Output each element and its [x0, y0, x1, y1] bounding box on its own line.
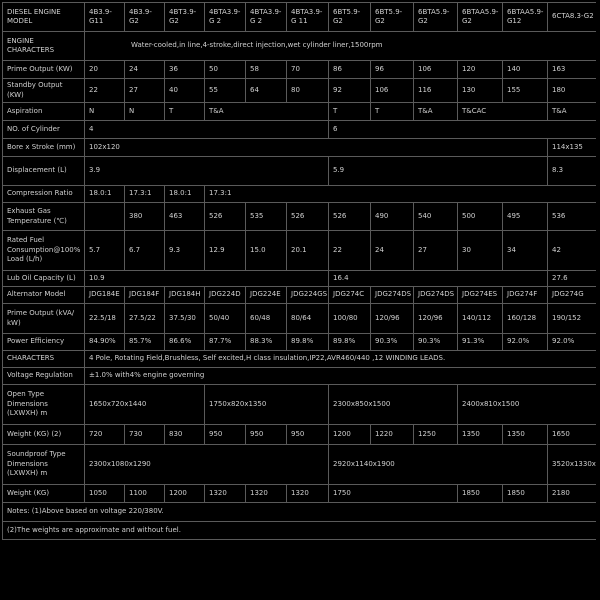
row-label: NO. of Cylinder: [3, 121, 85, 139]
engine-model-cell: 6CTA8.3-G2: [548, 3, 597, 32]
fuel-cell: 5.7: [85, 231, 125, 271]
engine-model-cell: 4B3.9-G2: [125, 3, 165, 32]
compression-cell: 18.0:1: [165, 186, 205, 203]
prime-output-cell: 96: [371, 61, 414, 79]
aspiration-cell: T&A: [548, 103, 597, 121]
alternator-cell: JDG224GS: [287, 287, 329, 304]
fuel-cell: 30: [458, 231, 503, 271]
weight-cell: 1320: [287, 485, 329, 503]
weight-cell: 1200: [165, 485, 205, 503]
weight-cell: 1320: [205, 485, 246, 503]
alternator-cell: JDG274C: [329, 287, 371, 304]
kva-cell: 37.5/30: [165, 304, 205, 334]
weight-cell: 1350: [458, 425, 503, 445]
row-exhaust-temperature: [3, 203, 597, 231]
weight-cell: 950: [205, 425, 246, 445]
kva-cell: 80/64: [287, 304, 329, 334]
exhaust-cell: 490: [371, 203, 414, 231]
compression-cell: 17.3:1: [125, 186, 165, 203]
row-label: Power Efficiency: [3, 334, 85, 351]
row-label: Exhaust Gas Temperature (℃): [3, 203, 85, 231]
prime-output-cell: 120: [458, 61, 503, 79]
exhaust-cell: 500: [458, 203, 503, 231]
engine-model-cell: 6BTA5.9-G2: [414, 3, 458, 32]
row-label: Prime Output (KW): [3, 61, 85, 79]
prime-output-cell: 58: [246, 61, 287, 79]
engine-model-cell: 6BT5.9-G2: [371, 3, 414, 32]
fuel-cell: 9.3: [165, 231, 205, 271]
aspiration-cell: T&A: [205, 103, 329, 121]
cylinders-cell: 4: [85, 121, 329, 139]
kva-cell: 140/112: [458, 304, 503, 334]
row-label: Displacement (L): [3, 157, 85, 186]
standby-output-cell: 64: [246, 79, 287, 103]
weight-cell: 950: [287, 425, 329, 445]
standby-output-cell: 180: [548, 79, 597, 103]
exhaust-cell: 535: [246, 203, 287, 231]
row-label: Rated Fuel Consumption@100% Load (L/h): [3, 231, 85, 271]
open-dimensions-cell: 2300x850x1500: [329, 385, 458, 425]
engine-model-cell: 4BT3.9-G2: [165, 3, 205, 32]
weight-cell: 1100: [125, 485, 165, 503]
weight-cell: 1200: [329, 425, 371, 445]
alternator-cell: JDG274F: [503, 287, 548, 304]
standby-output-cell: 92: [329, 79, 371, 103]
fuel-cell: 15.0: [246, 231, 287, 271]
lube-oil-cell: 27.6: [548, 271, 597, 287]
fuel-cell: 24: [371, 231, 414, 271]
row-lube-oil: [3, 271, 597, 287]
weight-cell: 1220: [371, 425, 414, 445]
efficiency-cell: 85.7%: [125, 334, 165, 351]
fuel-cell: 12.9: [205, 231, 246, 271]
exhaust-cell: 540: [414, 203, 458, 231]
prime-output-cell: 70: [287, 61, 329, 79]
row-open-dimensions: [3, 385, 597, 425]
aspiration-cell: T: [329, 103, 371, 121]
row-voltage-regulation: [3, 368, 597, 385]
alternator-cell: JDG184F: [125, 287, 165, 304]
exhaust-cell: 380: [125, 203, 165, 231]
engine-model-cell: 6BT5.9-G2: [329, 3, 371, 32]
soundproof-dimensions-cell: 2300x1080x1290: [85, 445, 329, 485]
fuel-cell: 6.7: [125, 231, 165, 271]
alternator-cell: JDG274G: [548, 287, 597, 304]
bore-stroke-cell: 114x135: [548, 139, 597, 157]
weight-cell: 730: [125, 425, 165, 445]
weight-cell: 1350: [503, 425, 548, 445]
kva-cell: 50/40: [205, 304, 246, 334]
row-label: DIESEL ENGINE MODEL: [3, 3, 85, 32]
row-soundproof-dimensions: [3, 445, 597, 485]
note-1: Notes: (1)Above based on voltage 220/380V.: [3, 503, 597, 522]
row-label: ENGINE CHARACTERS: [3, 32, 85, 61]
displacement-cell: 8.3: [548, 157, 597, 186]
aspiration-cell: N: [85, 103, 125, 121]
row-label: Voltage Regulation: [3, 368, 85, 385]
weight-cell: 1320: [246, 485, 287, 503]
weight-cell: 1050: [85, 485, 125, 503]
row-engine-characters: [3, 32, 597, 61]
efficiency-cell: 89.8%: [287, 334, 329, 351]
alternator-cell: JDG224D: [205, 287, 246, 304]
exhaust-cell: 463: [165, 203, 205, 231]
note-2: (2)The weights are approximate and without fuel.: [3, 522, 597, 540]
row-power-efficiency: [3, 334, 597, 351]
efficiency-cell: 84.90%: [85, 334, 125, 351]
prime-output-cell: 86: [329, 61, 371, 79]
soundproof-dimensions-cell: 3520x1330x: [548, 445, 597, 485]
aspiration-cell: T: [165, 103, 205, 121]
standby-output-cell: 40: [165, 79, 205, 103]
open-dimensions-cell: 1650x720x1440: [85, 385, 205, 425]
soundproof-dimensions-cell: 2920x1140x1900: [329, 445, 548, 485]
efficiency-cell: 92.0%: [548, 334, 597, 351]
alternator-cell: JDG184H: [165, 287, 205, 304]
exhaust-cell: 526: [205, 203, 246, 231]
alternator-cell: JDG184E: [85, 287, 125, 304]
exhaust-cell: 526: [329, 203, 371, 231]
efficiency-cell: 92.0%: [503, 334, 548, 351]
row-displacement: [3, 157, 597, 186]
weight-cell: 720: [85, 425, 125, 445]
kva-cell: 190/152: [548, 304, 597, 334]
prime-output-cell: 36: [165, 61, 205, 79]
engine-model-cell: 4BTA3.9-G 2: [246, 3, 287, 32]
row-weight-open: [3, 425, 597, 445]
standby-output-cell: 55: [205, 79, 246, 103]
row-label: Open Type Dimensions (LXWXH) m: [3, 385, 85, 425]
standby-output-cell: 106: [371, 79, 414, 103]
weight-cell: 1750: [329, 485, 458, 503]
weight-cell: 1850: [458, 485, 503, 503]
aspiration-cell: T&CAC: [458, 103, 548, 121]
displacement-cell: 5.9: [329, 157, 548, 186]
engine-characters-cell: Water-cooled,in line,4-stroke,direct injection,wet cylinder liner,1500rpm: [85, 32, 597, 61]
cylinders-cell: 6: [329, 121, 597, 139]
standby-output-cell: 27: [125, 79, 165, 103]
weight-cell: 950: [246, 425, 287, 445]
open-dimensions-cell: 1750x820x1350: [205, 385, 329, 425]
standby-output-cell: 116: [414, 79, 458, 103]
row-bore-stroke: [3, 139, 597, 157]
row-compression: [3, 186, 597, 203]
efficiency-cell: 91.3%: [458, 334, 503, 351]
row-label: Weight (KG) (2): [3, 425, 85, 445]
engine-model-cell: 4BTA3.9-G 2: [205, 3, 246, 32]
efficiency-cell: 90.3%: [371, 334, 414, 351]
row-fuel-consumption: [3, 231, 597, 271]
row-note-1: [3, 503, 597, 522]
weight-cell: 1850: [503, 485, 548, 503]
row-prime-kva: [3, 304, 597, 334]
alternator-characters-cell: 4 Pole, Rotating Field,Brushless, Self excited,H class insulation,IP22,AVR460/440 ,12 WINDING LEADS.: [85, 351, 597, 368]
exhaust-cell: 526: [287, 203, 329, 231]
kva-cell: 60/48: [246, 304, 287, 334]
exhaust-cell: [85, 203, 125, 231]
aspiration-cell: T: [371, 103, 414, 121]
fuel-cell: 20.1: [287, 231, 329, 271]
row-label: CHARACTERS: [3, 351, 85, 368]
row-alternator-model: [3, 287, 597, 304]
fuel-cell: 27: [414, 231, 458, 271]
voltage-regulation-cell: ±1.0% with4% engine governing: [85, 368, 597, 385]
prime-output-cell: 50: [205, 61, 246, 79]
engine-model-cell: 4BTA3.9-G 11: [287, 3, 329, 32]
efficiency-cell: 89.8%: [329, 334, 371, 351]
row-label: Weight (KG): [3, 485, 85, 503]
standby-output-cell: 130: [458, 79, 503, 103]
row-label: Prime Output (kVA/ kW): [3, 304, 85, 334]
row-label: Lub Oil Capacity (L): [3, 271, 85, 287]
row-note-2: [3, 522, 597, 540]
row-label: Standby Output (KW): [3, 79, 85, 103]
weight-cell: 1650: [548, 425, 597, 445]
kva-cell: 120/96: [371, 304, 414, 334]
prime-output-cell: 20: [85, 61, 125, 79]
row-label: Aspiration: [3, 103, 85, 121]
standby-output-cell: 80: [287, 79, 329, 103]
row-weight-soundproof: [3, 485, 597, 503]
row-standby-output: [3, 79, 597, 103]
engine-model-cell: 4B3.9-G11: [85, 3, 125, 32]
kva-cell: 100/80: [329, 304, 371, 334]
row-label: Compression Ratio: [3, 186, 85, 203]
standby-output-cell: 22: [85, 79, 125, 103]
row-prime-output: [3, 61, 597, 79]
exhaust-cell: 495: [503, 203, 548, 231]
bore-stroke-cell: 102x120: [85, 139, 548, 157]
row-alternator-characters: [3, 351, 597, 368]
spec-sheet: [2, 2, 596, 598]
lube-oil-cell: 10.9: [85, 271, 329, 287]
prime-output-cell: 24: [125, 61, 165, 79]
engine-model-cell: 6BTAA5.9-G12: [503, 3, 548, 32]
kva-cell: 160/128: [503, 304, 548, 334]
kva-cell: 22.5/18: [85, 304, 125, 334]
spec-table: [2, 2, 596, 540]
engine-model-cell: 6BTAA5.9-G2: [458, 3, 503, 32]
weight-cell: 1250: [414, 425, 458, 445]
kva-cell: 27.5/22: [125, 304, 165, 334]
row-label: Alternator Model: [3, 287, 85, 304]
aspiration-cell: T&A: [414, 103, 458, 121]
fuel-cell: 42: [548, 231, 597, 271]
alternator-cell: JDG224E: [246, 287, 287, 304]
compression-cell: 18.0:1: [85, 186, 125, 203]
row-label: Bore x Stroke (mm): [3, 139, 85, 157]
efficiency-cell: 88.3%: [246, 334, 287, 351]
aspiration-cell: N: [125, 103, 165, 121]
exhaust-cell: 536: [548, 203, 597, 231]
alternator-cell: JDG274ES: [458, 287, 503, 304]
efficiency-cell: 86.6%: [165, 334, 205, 351]
prime-output-cell: 140: [503, 61, 548, 79]
alternator-cell: JDG274DS: [414, 287, 458, 304]
weight-cell: 830: [165, 425, 205, 445]
prime-output-cell: 106: [414, 61, 458, 79]
displacement-cell: 3.9: [85, 157, 329, 186]
row-aspiration: [3, 103, 597, 121]
fuel-cell: 22: [329, 231, 371, 271]
open-dimensions-cell: 2400x810x1500: [458, 385, 597, 425]
compression-cell: 17.3:1: [205, 186, 597, 203]
standby-output-cell: 155: [503, 79, 548, 103]
row-label: Soundproof Type Dimensions (LXWXH) m: [3, 445, 85, 485]
alternator-cell: JDG274DS: [371, 287, 414, 304]
fuel-cell: 34: [503, 231, 548, 271]
row-cylinders: [3, 121, 597, 139]
weight-cell: 2180: [548, 485, 597, 503]
kva-cell: 120/96: [414, 304, 458, 334]
row-engine-model: [3, 3, 597, 32]
prime-output-cell: 163: [548, 61, 597, 79]
lube-oil-cell: 16.4: [329, 271, 548, 287]
efficiency-cell: 87.7%: [205, 334, 246, 351]
efficiency-cell: 90.3%: [414, 334, 458, 351]
